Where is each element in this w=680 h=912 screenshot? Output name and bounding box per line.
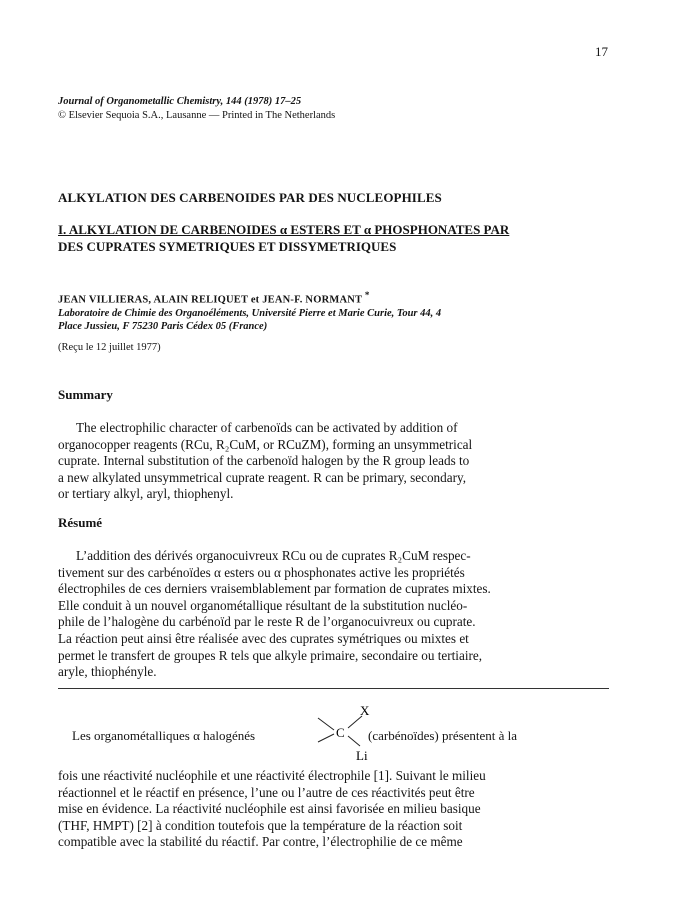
summary-line: or tertiary alkyl, aryl, thiophenyl. (58, 486, 234, 502)
body-line: compatible avec la stabilité du réactif. Par contre, l’électrophilie de ce même (58, 834, 463, 850)
paper-subtitle (58, 221, 630, 255)
introduction-paragraph (58, 768, 624, 851)
resume-line: permet le transfert de groupes R tels que alkyle primaire, secondaire ou tertiaire, (58, 647, 483, 663)
summary-line: The electrophilic character of carbenoïds can be activated by addition of (76, 420, 458, 435)
resume-heading: Résumé (58, 515, 103, 530)
corresponding-author-mark: * (364, 290, 370, 300)
resume-line: aryle, thiophényle. (58, 664, 157, 680)
summary-paragraph (58, 420, 624, 503)
affiliation (58, 307, 618, 333)
subtitle-line-2: DES CUPRATES SYMETRIQUES ET DISSYMETRIQUES (58, 239, 397, 254)
summary-line: a new alkylated unsymmetrical cuprate reagent. R can be primary, secondary, (58, 469, 467, 485)
body-line: réactionnel et le réactif en présence, l’une ou l’autre de ces réactivités peut être (58, 784, 475, 800)
section-divider (58, 688, 609, 689)
received-date: (Reçu le 12 juillet 1977) (58, 342, 161, 353)
copyright-line: © Elsevier Sequoia S.A., Lausanne — Printed in The Netherlands (58, 110, 336, 121)
resume-line: électrophiles de ces derniers vraisemblablement par formation de cuprates mixtes. (58, 581, 491, 597)
formula-atom-carbon: C (336, 725, 345, 740)
body-line: (THF, HMPT) [2] à condition toutefois que la température de la réaction soit (58, 817, 463, 833)
summary-line: cuprate. Internal substitution of the carbenoïd halogen by the R group leads to (58, 453, 470, 469)
formula-atom-lithium: Li (356, 748, 368, 763)
summary-heading: Summary (58, 387, 113, 402)
resume-line: tivement sur des carbénoïdes α esters ou α phosphonates active les propriétés (58, 564, 465, 580)
carbenoid-structure-formula (312, 702, 368, 764)
intro-trail-text: (carbénoïdes) présentent à la (368, 728, 518, 743)
author-list (58, 290, 370, 306)
page-number: 17 (595, 44, 608, 59)
resume-line: La réaction peut ainsi être réalisée avec des cuprates symétriques ou mixtes et (58, 630, 469, 646)
summary-line: organocopper reagents (RCu, R₂CuM, or RCuZM), forming an unsymmetrical (58, 436, 473, 452)
resume-line: Elle conduit à un nouvel organométallique résultant de la substitution nucléo- (58, 597, 468, 613)
affiliation-line-2: Place Jussieu, F 75230 Paris Cédex 05 (France) (58, 321, 268, 332)
author-names: JEAN VILLIERAS, ALAIN RELIQUET et JEAN-F. NORMANT (58, 294, 363, 306)
intro-lead-text: Les organométalliques α halogénés (72, 728, 256, 743)
paper-title: ALKYLATION DES CARBENOIDES PAR DES NUCLEOPHILES (58, 190, 442, 205)
body-line: fois une réactivité nucléophile et une réactivité électrophile [1]. Suivant le milieu (58, 768, 486, 783)
formula-atom-halogen: X (360, 703, 370, 718)
formula-bond (348, 736, 360, 746)
journal-citation: Journal of Organometallic Chemistry, 144 (1978) 17–25 (58, 96, 302, 107)
formula-bond (318, 734, 334, 742)
resume-line: phile de l’halogène du carbénoïd par le reste R de l’organocuivreux ou cuprate. (58, 614, 476, 630)
body-line: mise en évidence. La réactivité nucléophile est ainsi favorisée en milieu basique (58, 801, 481, 817)
formula-bond (318, 718, 334, 730)
resume-line: L’addition des dérivés organocuivreux RCu ou de cuprates R₂CuM respec- (76, 548, 471, 563)
affiliation-line-1: Laboratoire de Chimie des Organoéléments, Université Pierre et Marie Curie, Tour 44, 4 (58, 308, 442, 319)
resume-paragraph (58, 548, 624, 681)
subtitle-line-1: I. ALKYLATION DE CARBENOIDES α ESTERS ET α PHOSPHONATES PAR (58, 222, 510, 237)
